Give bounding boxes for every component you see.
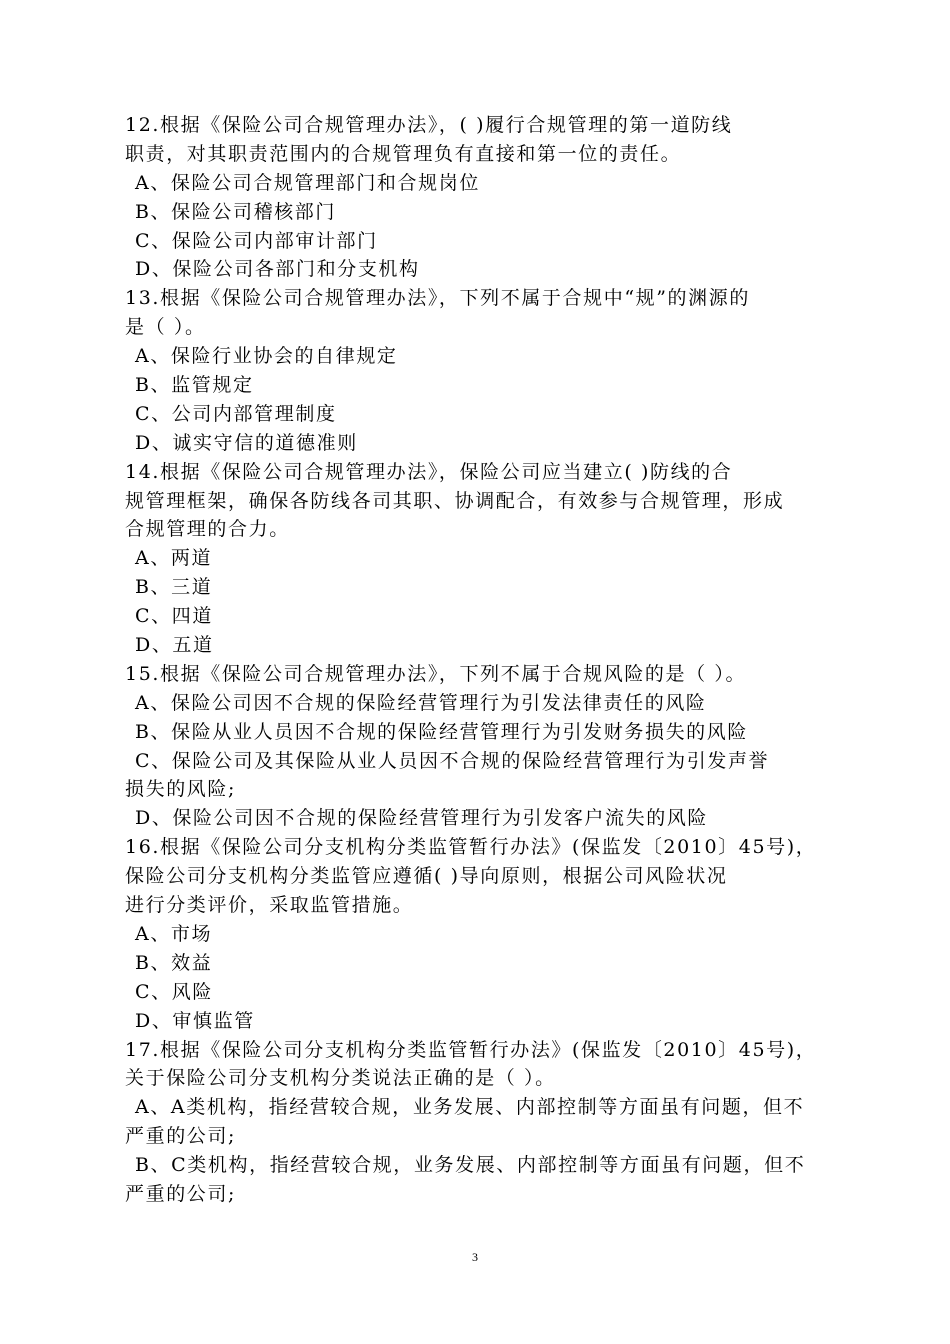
answer-option-line: B、保险公司稽核部门	[135, 200, 336, 223]
question-stem-line: 关于保险公司分支机构分类说法正确的是（ ）。	[125, 1067, 556, 1090]
answer-option-line: A、A类机构，指经营较合规，业务发展、内部控制等方面虽有问题，但不	[135, 1096, 805, 1119]
answer-option-line: C、风险	[135, 980, 213, 1003]
answer-option-line: C、保险公司内部审计部门	[135, 229, 378, 252]
answer-option-line: D、保险公司因不合规的保险经营管理行为引发客户流失的风险	[135, 807, 709, 830]
answer-option-line: C、四道	[135, 605, 213, 628]
question-stem-line: 是（ ）。	[125, 316, 206, 339]
answer-option-line: 严重的公司;	[125, 1182, 237, 1205]
question-block	[125, 458, 830, 660]
question-stem-line: 进行分类评价，采取监管措施。	[125, 894, 414, 917]
question-stem-line: 保险公司分支机构分类监管应遵循( )导向原则，根据公司风险状况	[125, 865, 728, 888]
document-page	[125, 111, 830, 1209]
answer-option-line: B、保险从业人员因不合规的保险经营管理行为引发财务损失的风险	[135, 720, 748, 743]
answer-option-line: D、诚实守信的道德准则	[135, 431, 358, 454]
answer-option-line: 严重的公司;	[125, 1125, 237, 1148]
answer-option-line: A、保险公司合规管理部门和合规岗位	[135, 171, 480, 194]
question-list	[125, 111, 830, 1209]
page-number: 3	[472, 1250, 478, 1264]
answer-option-line: B、三道	[135, 576, 213, 599]
answer-option-line: D、保险公司各部门和分支机构	[135, 258, 420, 281]
question-stem-line: 16.根据《保险公司分支机构分类监管暂行办法》(保监发〔2010〕45号)，	[125, 836, 817, 859]
answer-option-line: B、效益	[135, 951, 213, 974]
question-block	[125, 284, 830, 457]
answer-option-line: A、保险公司因不合规的保险经营管理行为引发法律责任的风险	[135, 691, 707, 714]
answer-option-line: A、保险行业协会的自律规定	[135, 345, 398, 368]
question-stem-line: 17.根据《保险公司分支机构分类监管暂行办法》(保监发〔2010〕45号)，	[125, 1038, 817, 1061]
question-stem-line: 12.根据《保险公司合规管理办法》，( )履行合规管理的第一道防线	[125, 114, 733, 136]
question-stem-line: 职责，对其职责范围内的合规管理负有直接和第一位的责任。	[125, 142, 682, 165]
question-stem-line: 规管理框架，确保各防线各司其职、协调配合，有效参与合规管理，形成	[125, 489, 785, 512]
question-stem-line: 15.根据《保险公司合规管理办法》，下列不属于合规风险的是（ ）。	[125, 662, 747, 685]
answer-option-line: A、市场	[135, 922, 213, 945]
answer-option-line: B、C类机构，指经营较合规，业务发展、内部控制等方面虽有问题，但不	[135, 1154, 806, 1177]
question-block	[125, 660, 830, 833]
question-block	[125, 111, 830, 284]
answer-option-line: B、监管规定	[135, 374, 254, 397]
question-stem-line: 合规管理的合力。	[125, 518, 290, 541]
answer-option-line: D、五道	[135, 634, 214, 657]
question-block	[125, 1036, 830, 1209]
answer-option-line: A、两道	[135, 547, 213, 570]
answer-option-line: 损失的风险;	[125, 778, 237, 801]
answer-option-line: D、审慎监管	[135, 1009, 255, 1032]
answer-option-line: C、保险公司及其保险从业人员因不合规的保险经营管理行为引发声誉	[135, 749, 770, 772]
question-stem-line: 13.根据《保险公司合规管理办法》，下列不属于合规中“规”的渊源的	[125, 287, 750, 310]
question-block	[125, 833, 830, 1035]
answer-option-line: C、公司内部管理制度	[135, 402, 337, 425]
question-stem-line: 14.根据《保险公司合规管理办法》，保险公司应当建立( )防线的合	[125, 460, 733, 483]
